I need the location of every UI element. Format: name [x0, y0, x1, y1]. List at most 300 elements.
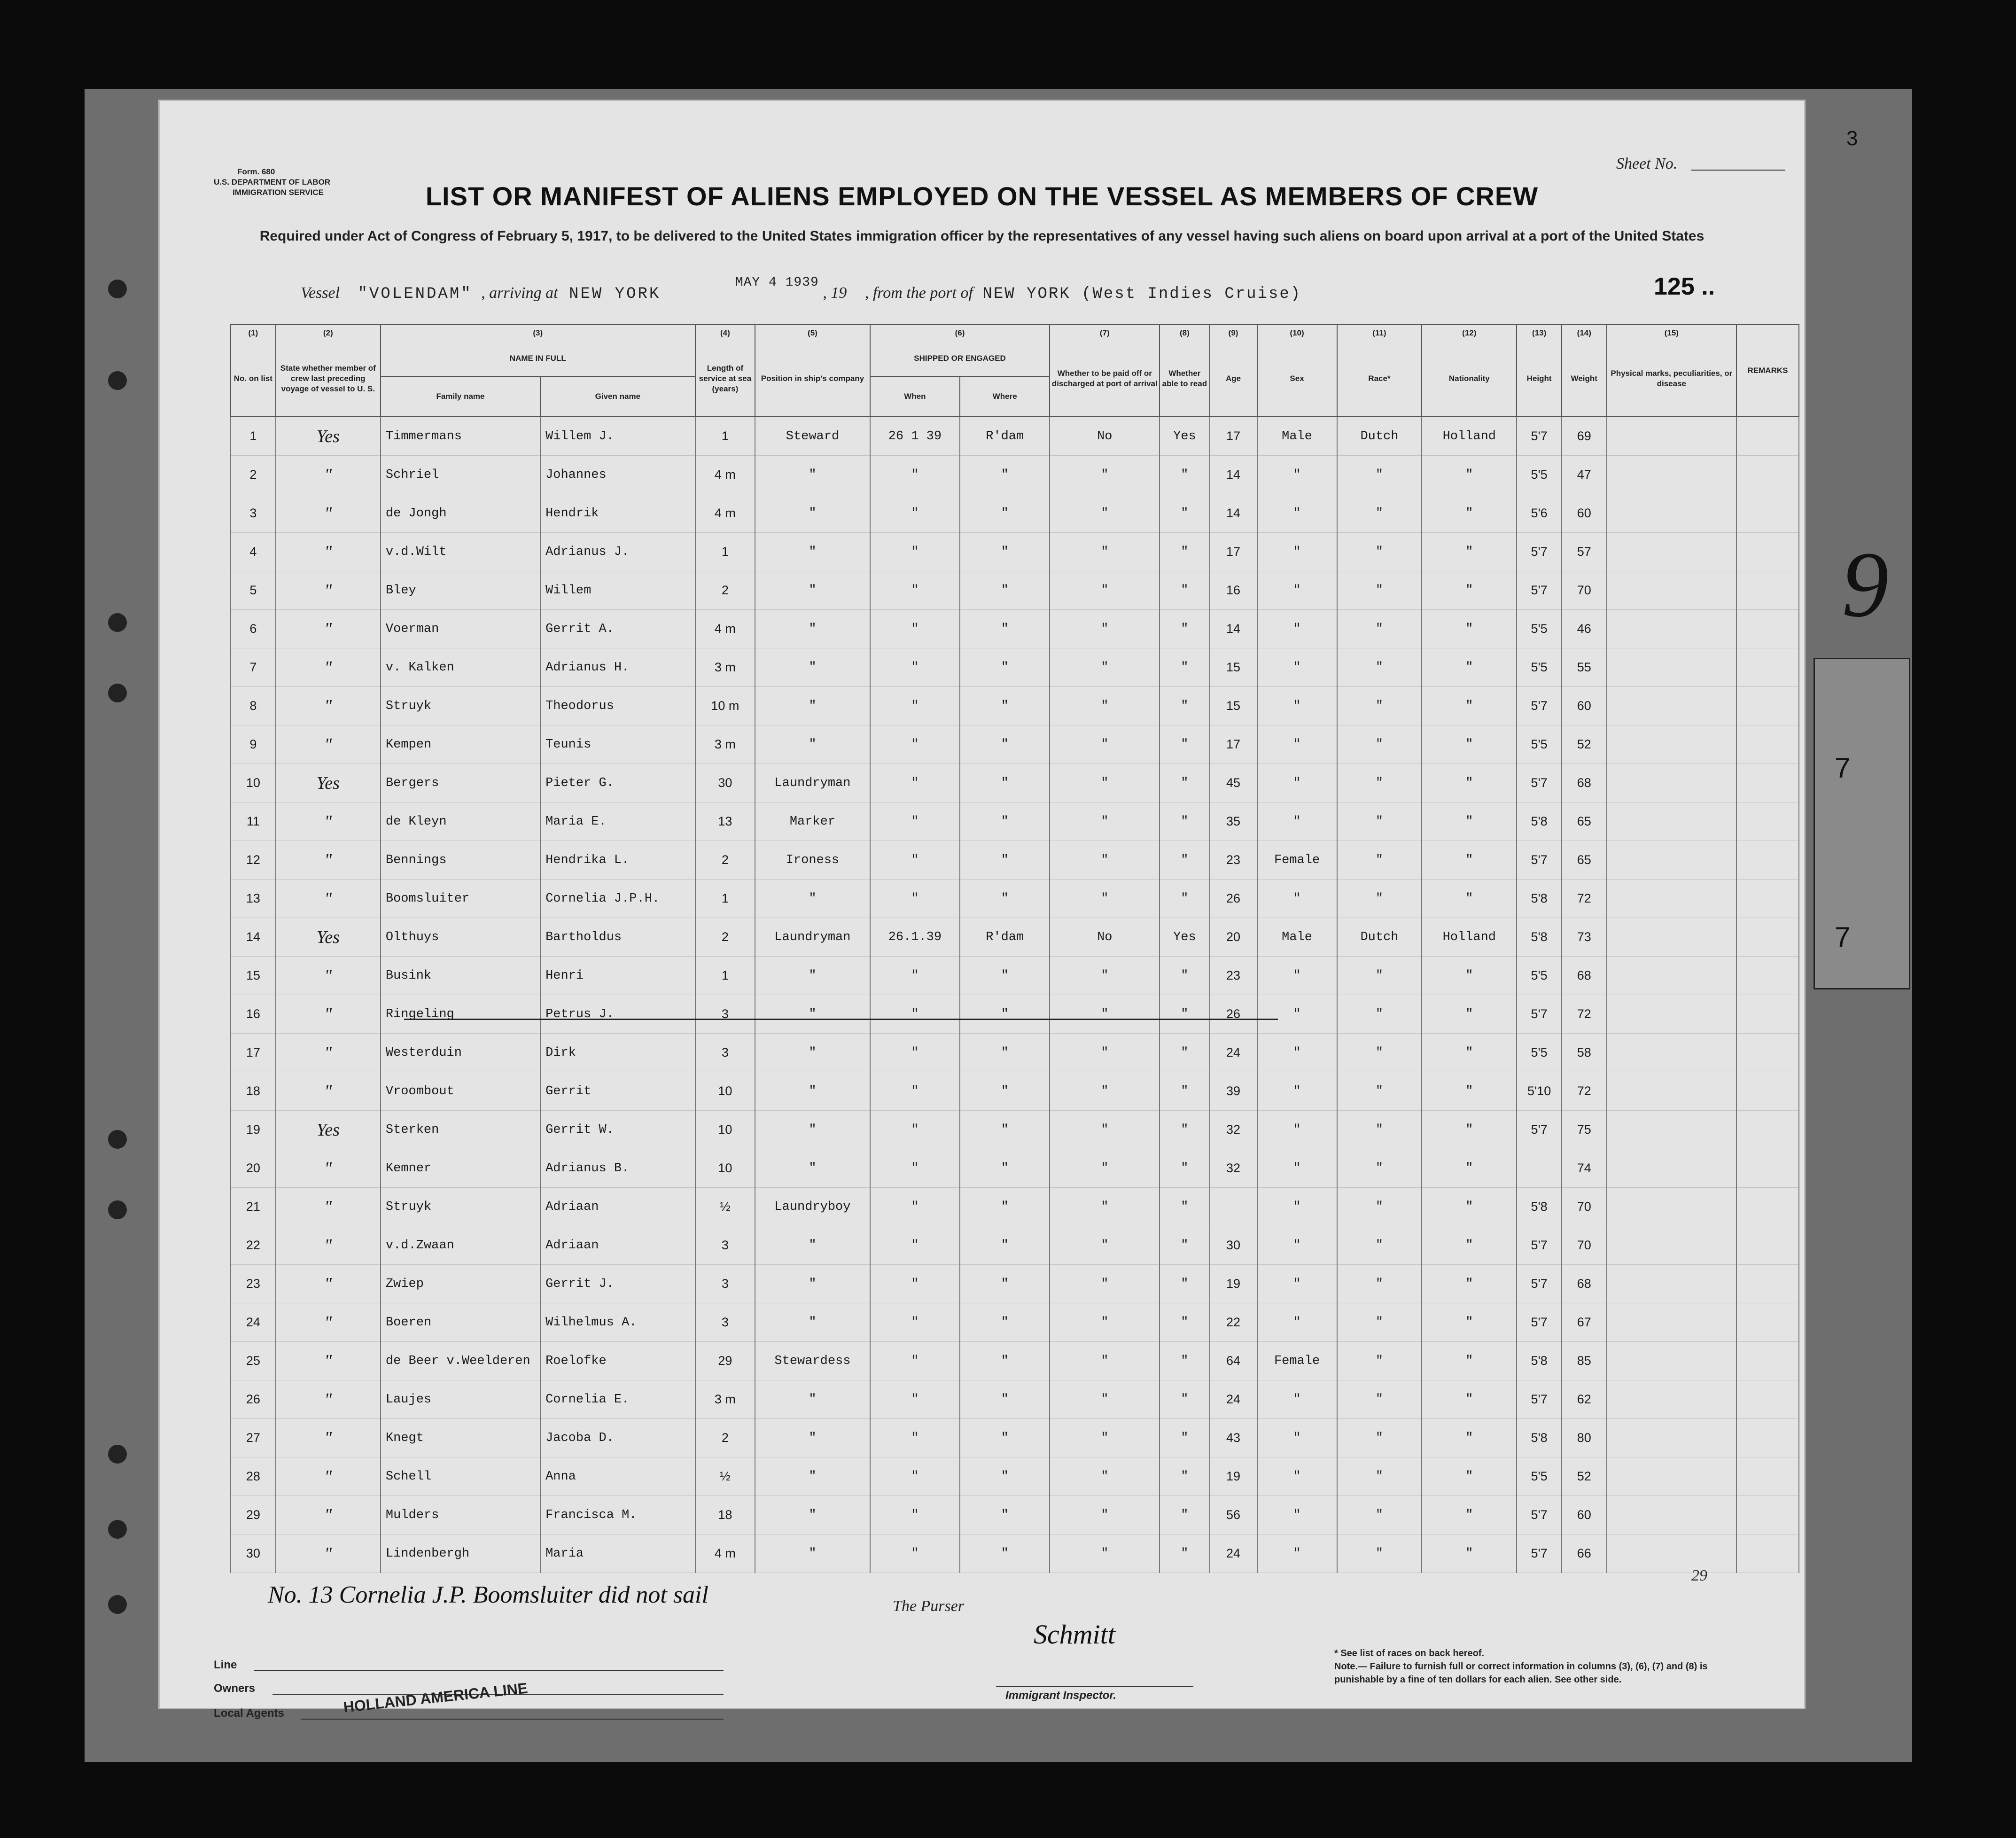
cell-when: "	[870, 687, 960, 725]
cell-where: "	[960, 494, 1050, 533]
cell-where: "	[960, 1072, 1050, 1111]
binder-hole	[108, 1200, 127, 1219]
cell-read: "	[1160, 725, 1209, 764]
table-row	[231, 1149, 1799, 1188]
cell-age: 14	[1210, 456, 1257, 494]
cell-family: Bergers	[381, 764, 540, 802]
cell-paid: "	[1050, 1303, 1160, 1342]
cell-remarks	[1736, 687, 1799, 725]
table-row	[231, 802, 1799, 841]
cell-given: Adrianus B.	[540, 1149, 695, 1188]
cell-family: Westerduin	[381, 1034, 540, 1072]
cell-sex: Male	[1257, 918, 1337, 957]
cell-family: Bennings	[381, 841, 540, 880]
cell-race: "	[1337, 533, 1422, 571]
cell-position: "	[755, 687, 870, 725]
col-prev: State whether member of crew last preceding voyage of vessel to U. S.	[276, 341, 381, 417]
cell-sex: Male	[1257, 417, 1337, 456]
cell-sex: "	[1257, 610, 1337, 648]
cell-when: "	[870, 1342, 960, 1380]
cell-weight: 74	[1562, 1149, 1607, 1188]
table-row	[231, 1111, 1799, 1149]
cell-when: "	[870, 1419, 960, 1457]
cell-where: R'dam	[960, 417, 1050, 456]
cell-weight: 80	[1562, 1419, 1607, 1457]
cell-remarks	[1736, 610, 1799, 648]
cell-race: "	[1337, 995, 1422, 1034]
cell-where: "	[960, 957, 1050, 995]
cell-weight: 58	[1562, 1034, 1607, 1072]
cell-position: "	[755, 1111, 870, 1149]
cell-when: "	[870, 1111, 960, 1149]
cell-service: 1	[695, 417, 755, 456]
cell-sex: "	[1257, 1188, 1337, 1226]
cell-no: 13	[231, 880, 276, 918]
cell-paid: "	[1050, 494, 1160, 533]
col-age-num: (9)	[1210, 325, 1257, 341]
cell-remarks	[1736, 802, 1799, 841]
cell-age: 26	[1210, 880, 1257, 918]
cell-nat: Holland	[1422, 417, 1517, 456]
cell-remarks	[1736, 456, 1799, 494]
cell-no: 22	[231, 1226, 276, 1265]
cell-weight: 68	[1562, 957, 1607, 995]
cell-marks	[1607, 1380, 1736, 1419]
cell-age: 56	[1210, 1496, 1257, 1534]
table-row	[231, 1496, 1799, 1534]
cell-marks	[1607, 802, 1736, 841]
cell-height: 5'7	[1517, 1111, 1562, 1149]
cell-prev: "	[276, 1534, 381, 1573]
cell-age: 17	[1210, 417, 1257, 456]
cell-no: 18	[231, 1072, 276, 1111]
cell-prev: "	[276, 494, 381, 533]
cell-service: 4 m	[695, 1534, 755, 1573]
table-row	[231, 610, 1799, 648]
cell-race: "	[1337, 1496, 1422, 1534]
cell-family: Boeren	[381, 1303, 540, 1342]
side-count-b: 7	[1835, 921, 1851, 953]
cell-remarks	[1736, 533, 1799, 571]
cell-remarks	[1736, 1034, 1799, 1072]
cell-paid: "	[1050, 957, 1160, 995]
cell-age: 16	[1210, 571, 1257, 610]
cell-given: Roelofke	[540, 1342, 695, 1380]
cell-race: "	[1337, 880, 1422, 918]
cell-age: 45	[1210, 764, 1257, 802]
cell-marks	[1607, 687, 1736, 725]
cell-height: 5'5	[1517, 1034, 1562, 1072]
cell-race: "	[1337, 1457, 1422, 1496]
cell-weight: 73	[1562, 918, 1607, 957]
cell-prev: "	[276, 1303, 381, 1342]
cell-when: "	[870, 648, 960, 687]
cell-prev: "	[276, 841, 381, 880]
cell-race: "	[1337, 456, 1422, 494]
cell-remarks	[1736, 1419, 1799, 1457]
cell-remarks	[1736, 725, 1799, 764]
cell-read: "	[1160, 802, 1209, 841]
col-name: NAME IN FULL	[381, 341, 695, 376]
cell-given: Anna	[540, 1457, 695, 1496]
cell-given: Francisca M.	[540, 1496, 695, 1534]
cell-marks	[1607, 1419, 1736, 1457]
cell-race: "	[1337, 494, 1422, 533]
cell-sex: "	[1257, 494, 1337, 533]
cell-where: "	[960, 1457, 1050, 1496]
cell-marks	[1607, 725, 1736, 764]
col-race-num: (11)	[1337, 325, 1422, 341]
footnotes	[1334, 1647, 1757, 1686]
cell-service: 3	[695, 1034, 755, 1072]
cell-height: 5'8	[1517, 1342, 1562, 1380]
cell-sex: "	[1257, 725, 1337, 764]
cell-weight: 68	[1562, 764, 1607, 802]
cell-remarks	[1736, 1072, 1799, 1111]
footnote-races: * See list of races on back hereof.	[1334, 1648, 1485, 1659]
cell-read: Yes	[1160, 417, 1209, 456]
cell-service: 2	[695, 1419, 755, 1457]
cell-given: Maria E.	[540, 802, 695, 841]
cell-race: "	[1337, 725, 1422, 764]
cell-marks	[1607, 571, 1736, 610]
cell-paid: "	[1050, 1188, 1160, 1226]
cell-prev: "	[276, 725, 381, 764]
cell-position: Stewardess	[755, 1342, 870, 1380]
cell-nat: "	[1422, 1149, 1517, 1188]
cell-sex: "	[1257, 1111, 1337, 1149]
cell-height: 5'7	[1517, 687, 1562, 725]
col-nat-num: (12)	[1422, 325, 1517, 341]
col-no-num: (1)	[231, 325, 276, 341]
cell-read: "	[1160, 1534, 1209, 1573]
cell-height: 5'8	[1517, 918, 1562, 957]
cell-when: "	[870, 957, 960, 995]
col-remarks: REMARKS	[1736, 325, 1799, 417]
cell-given: Bartholdus	[540, 918, 695, 957]
purser-label: The Purser	[893, 1597, 965, 1615]
cell-paid: "	[1050, 648, 1160, 687]
col-read-num: (8)	[1160, 325, 1209, 341]
page-number: 3	[1846, 127, 1858, 150]
cell-read: "	[1160, 1380, 1209, 1419]
cell-when: "	[870, 1496, 960, 1534]
cell-no: 29	[231, 1496, 276, 1534]
footnote-penalty: Note.— Failure to furnish full or correct information in columns (3), (6), (7) and (8) is punishable by a fine of ten dollars for each alien. See other side.	[1334, 1661, 1708, 1685]
service: IMMIGRATION SERVICE	[233, 188, 324, 197]
cell-height: 5'10	[1517, 1072, 1562, 1111]
list-number: 125 ..	[1654, 273, 1715, 300]
cell-position: "	[755, 1149, 870, 1188]
cell-race: "	[1337, 610, 1422, 648]
cell-read: "	[1160, 1072, 1209, 1111]
table-row	[231, 1188, 1799, 1226]
cell-when: 26 1 39	[870, 417, 960, 456]
vessel-label: Vessel	[301, 284, 340, 302]
cell-read: "	[1160, 1034, 1209, 1072]
cell-position: "	[755, 1534, 870, 1573]
cell-sex: "	[1257, 1149, 1337, 1188]
cell-prev: "	[276, 648, 381, 687]
table-row	[231, 725, 1799, 764]
cell-race: "	[1337, 1265, 1422, 1303]
cell-prev: "	[276, 802, 381, 841]
col-weight: Weight	[1562, 341, 1607, 417]
cell-age: 14	[1210, 610, 1257, 648]
cell-no: 9	[231, 725, 276, 764]
cell-height: 5'7	[1517, 1265, 1562, 1303]
cell-when: "	[870, 1265, 960, 1303]
cell-when: "	[870, 764, 960, 802]
table-row	[231, 1034, 1799, 1072]
owners-label: Owners	[214, 1682, 256, 1695]
cell-age: 14	[1210, 494, 1257, 533]
cell-given: Adrianus H.	[540, 648, 695, 687]
crew-table	[230, 324, 1799, 1573]
cell-nat: "	[1422, 1457, 1517, 1496]
col-sex: Sex	[1257, 341, 1337, 417]
cell-where: "	[960, 841, 1050, 880]
cell-prev: "	[276, 995, 381, 1034]
cell-when: "	[870, 571, 960, 610]
cell-no: 19	[231, 1111, 276, 1149]
cell-height: 5'7	[1517, 533, 1562, 571]
cell-marks	[1607, 1072, 1736, 1111]
cell-no: 8	[231, 687, 276, 725]
cell-when: "	[870, 494, 960, 533]
cell-no: 1	[231, 417, 276, 456]
cell-service: 3	[695, 1303, 755, 1342]
cell-prev: "	[276, 1149, 381, 1188]
cell-paid: "	[1050, 841, 1160, 880]
cell-read: "	[1160, 610, 1209, 648]
cell-given: Johannes	[540, 456, 695, 494]
cell-race: "	[1337, 1380, 1422, 1419]
cell-where: "	[960, 1419, 1050, 1457]
cell-paid: "	[1050, 1380, 1160, 1419]
cell-remarks	[1736, 1457, 1799, 1496]
cell-family: Struyk	[381, 687, 540, 725]
column-header-row	[231, 341, 1799, 376]
cell-weight: 52	[1562, 1457, 1607, 1496]
from-port: NEW YORK (West Indies Cruise)	[982, 285, 1302, 303]
cell-nat: "	[1422, 494, 1517, 533]
col-name-num: (3)	[381, 325, 695, 341]
cell-remarks	[1736, 880, 1799, 918]
cell-race: "	[1337, 764, 1422, 802]
cell-race: "	[1337, 1149, 1422, 1188]
cell-height: 5'7	[1517, 1226, 1562, 1265]
cell-no: 14	[231, 918, 276, 957]
cell-nat: "	[1422, 880, 1517, 918]
col-shipped: SHIPPED OR ENGAGED	[870, 341, 1050, 376]
cell-race: "	[1337, 1034, 1422, 1072]
cell-given: Wilhelmus A.	[540, 1303, 695, 1342]
cell-age: 19	[1210, 1265, 1257, 1303]
table-row	[231, 880, 1799, 918]
cell-weight: 70	[1562, 1188, 1607, 1226]
cell-paid: "	[1050, 1226, 1160, 1265]
cell-where: "	[960, 456, 1050, 494]
cell-read: "	[1160, 764, 1209, 802]
cell-race: "	[1337, 957, 1422, 995]
cell-height: 5'7	[1517, 1496, 1562, 1534]
cell-family: v.d.Zwaan	[381, 1226, 540, 1265]
cell-position: "	[755, 880, 870, 918]
cell-race: "	[1337, 687, 1422, 725]
cell-prev: Yes	[276, 1111, 381, 1149]
table-row	[231, 1303, 1799, 1342]
col-when: When	[870, 376, 960, 417]
binder-hole	[108, 1445, 127, 1464]
arriving-label: , arriving at	[481, 284, 558, 302]
cell-race: "	[1337, 1303, 1422, 1342]
cell-age: 35	[1210, 802, 1257, 841]
cell-where: "	[960, 610, 1050, 648]
cell-read: "	[1160, 687, 1209, 725]
arriving-port: NEW YORK	[569, 285, 661, 303]
cell-where: "	[960, 571, 1050, 610]
cell-service: 2	[695, 571, 755, 610]
cell-paid: "	[1050, 1265, 1160, 1303]
cell-height: 5'7	[1517, 764, 1562, 802]
cell-weight: 72	[1562, 1072, 1607, 1111]
cell-prev: "	[276, 571, 381, 610]
cell-age	[1210, 1188, 1257, 1226]
cell-given: Gerrit J.	[540, 1265, 695, 1303]
cell-remarks	[1736, 1188, 1799, 1226]
cell-race: Dutch	[1337, 918, 1422, 957]
cell-position: Laundryboy	[755, 1188, 870, 1226]
cell-remarks	[1736, 648, 1799, 687]
cell-marks	[1607, 1265, 1736, 1303]
table-row	[231, 1380, 1799, 1419]
cell-remarks	[1736, 841, 1799, 880]
cell-family: Boomsluiter	[381, 880, 540, 918]
cell-service: 10 m	[695, 687, 755, 725]
cell-family: Ringeling	[381, 995, 540, 1034]
cell-position: "	[755, 725, 870, 764]
col-race: Race*	[1337, 341, 1422, 417]
cell-family: Vroombout	[381, 1072, 540, 1111]
cell-family: Busink	[381, 957, 540, 995]
cell-height: 5'7	[1517, 841, 1562, 880]
cell-age: 23	[1210, 957, 1257, 995]
cell-height: 5'8	[1517, 1419, 1562, 1457]
cell-position: "	[755, 1419, 870, 1457]
cell-read: "	[1160, 1188, 1209, 1226]
cell-weight: 70	[1562, 571, 1607, 610]
inspector-line	[996, 1686, 1193, 1687]
cell-read: "	[1160, 1111, 1209, 1149]
cell-paid: No	[1050, 417, 1160, 456]
cell-nat: "	[1422, 571, 1517, 610]
col-position-num: (5)	[755, 325, 870, 341]
cell-sex: "	[1257, 571, 1337, 610]
col-marks-num: (15)	[1607, 325, 1736, 341]
cell-height: 5'7	[1517, 1534, 1562, 1573]
cell-position: "	[755, 1303, 870, 1342]
cell-sex: "	[1257, 995, 1337, 1034]
table-row	[231, 1419, 1799, 1457]
col-read: Whether able to read	[1160, 341, 1209, 417]
cell-given: Willem	[540, 571, 695, 610]
col-sex-num: (10)	[1257, 325, 1337, 341]
department: U.S. DEPARTMENT OF LABOR	[214, 178, 331, 187]
cell-height: 5'5	[1517, 957, 1562, 995]
cell-marks	[1607, 1188, 1736, 1226]
cell-given: Cornelia E.	[540, 1380, 695, 1419]
cell-marks	[1607, 764, 1736, 802]
cell-where: R'dam	[960, 918, 1050, 957]
col-shipped-num: (6)	[870, 325, 1050, 341]
table-row	[231, 417, 1799, 456]
cell-age: 30	[1210, 1226, 1257, 1265]
cell-marks	[1607, 1303, 1736, 1342]
cell-family: v.d.Wilt	[381, 533, 540, 571]
cell-no: 20	[231, 1149, 276, 1188]
cell-given: Teunis	[540, 725, 695, 764]
cell-weight: 65	[1562, 802, 1607, 841]
cell-nat: "	[1422, 1496, 1517, 1534]
cell-marks	[1607, 995, 1736, 1034]
cell-age: 17	[1210, 533, 1257, 571]
cell-marks	[1607, 417, 1736, 456]
cell-service: 3	[695, 1226, 755, 1265]
cell-service: 4 m	[695, 456, 755, 494]
table-row	[231, 918, 1799, 957]
manifest-sheet	[160, 101, 1804, 1720]
cell-given: Gerrit A.	[540, 610, 695, 648]
cell-age: 23	[1210, 841, 1257, 880]
cell-nat: "	[1422, 1072, 1517, 1111]
cell-service: 3 m	[695, 1380, 755, 1419]
cell-remarks	[1736, 417, 1799, 456]
cell-weight: 57	[1562, 533, 1607, 571]
cell-nat: "	[1422, 1380, 1517, 1419]
cell-marks	[1607, 957, 1736, 995]
cell-weight: 72	[1562, 995, 1607, 1034]
cell-marks	[1607, 841, 1736, 880]
table-row	[231, 841, 1799, 880]
cell-when: "	[870, 880, 960, 918]
cell-when: "	[870, 802, 960, 841]
col-height-num: (13)	[1517, 325, 1562, 341]
cell-race: "	[1337, 1072, 1422, 1111]
cell-sex: Female	[1257, 1342, 1337, 1380]
cell-family: Schriel	[381, 456, 540, 494]
inspector-label: Immigrant Inspector.	[1005, 1689, 1117, 1702]
cell-height: 5'6	[1517, 494, 1562, 533]
cell-nat: "	[1422, 1265, 1517, 1303]
cell-prev: "	[276, 957, 381, 995]
table-row	[231, 1457, 1799, 1496]
cell-race: Dutch	[1337, 417, 1422, 456]
cell-read: "	[1160, 1226, 1209, 1265]
table-row	[231, 957, 1799, 995]
cell-when: "	[870, 610, 960, 648]
binder-hole	[108, 684, 127, 702]
cell-paid: "	[1050, 1111, 1160, 1149]
cell-no: 15	[231, 957, 276, 995]
table-row	[231, 648, 1799, 687]
cell-service: 10	[695, 1072, 755, 1111]
cell-height: 5'7	[1517, 417, 1562, 456]
cell-prev: "	[276, 456, 381, 494]
cell-age: 24	[1210, 1034, 1257, 1072]
cell-service: 3	[695, 1265, 755, 1303]
cell-read: "	[1160, 880, 1209, 918]
